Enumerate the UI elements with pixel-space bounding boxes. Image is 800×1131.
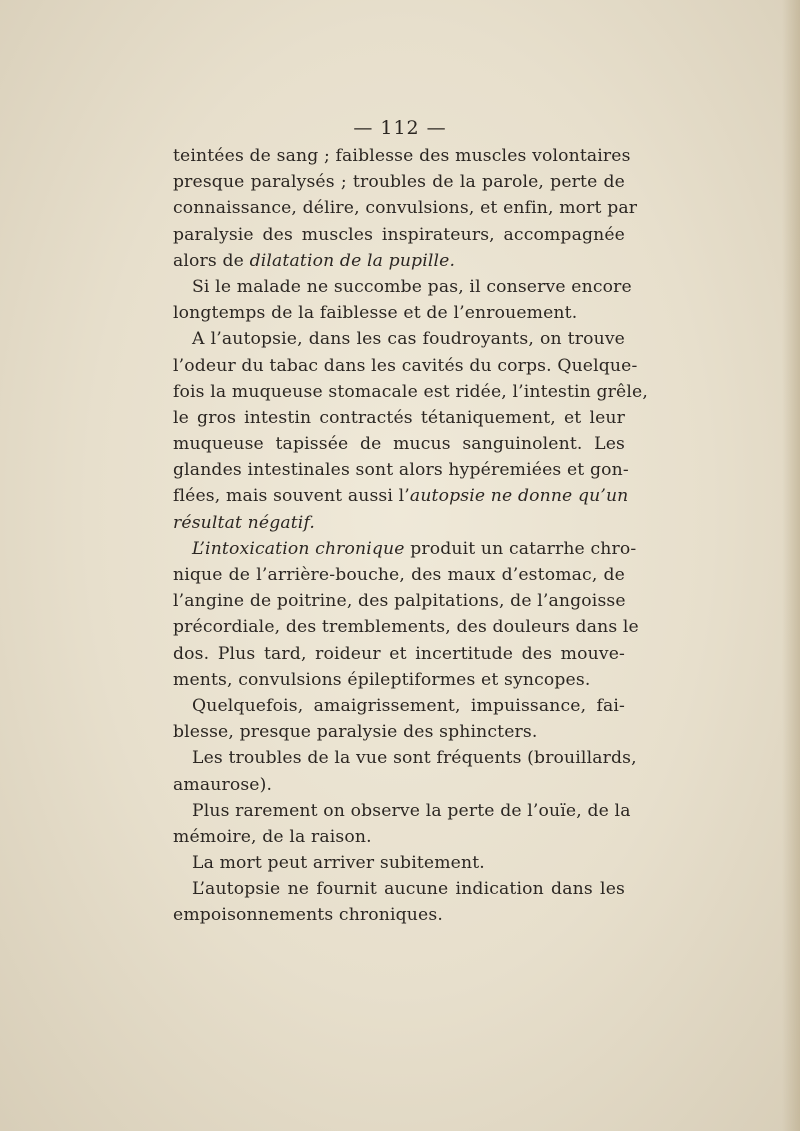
text-segment: précordiale, des tremblements, des douleurs dans le (173, 617, 639, 638)
text-segment: blesse, presque paralysie des sphincters. (173, 722, 538, 743)
text-segment: Si le malade ne succombe pas, il conserve encore (192, 276, 632, 297)
text-line (173, 195, 638, 221)
text-segment: empoisonnements chroniques. (173, 905, 443, 926)
text-segment: alors de (173, 250, 250, 271)
text-line (173, 824, 625, 850)
text-line (173, 248, 625, 274)
text-line (173, 222, 625, 248)
text-segment: muqueuse tapissée de mucus sanguinolent. Les (173, 434, 625, 455)
text-segment: paralysie des muscles inspirateurs, accompagnée (173, 224, 625, 245)
text-segment: l’angine de poitrine, des palpitations, de l’angoisse (173, 591, 626, 612)
text-segment: teintées de sang ; faiblesse des muscles volontaires (173, 146, 631, 166)
text-segment: Les troubles de la vue sont fréquents (brouillards, (192, 748, 637, 769)
text-segment: amaurose). (173, 774, 273, 795)
text-segment: La mort peut arriver subitement. (192, 853, 485, 874)
text-line (173, 169, 625, 195)
body-text (173, 143, 648, 929)
text-line (173, 431, 625, 457)
text-segment: le gros intestin contractés tétaniquement, et leur (173, 407, 625, 428)
text-segment: ments, convulsions épileptiformes et syncopes. (173, 669, 591, 690)
text-line (173, 562, 625, 588)
text-line (173, 379, 648, 405)
text-line (173, 667, 625, 693)
italic-text: autopsie ne donne qu’un (409, 486, 629, 507)
text-line (173, 719, 625, 745)
text-line (173, 798, 631, 824)
text-segment: glandes intestinales sont alors hypéremiées et gon- (173, 460, 629, 481)
text-segment: flées, mais souvent aussi l’ (173, 486, 410, 507)
text-line (173, 405, 625, 431)
text-line (173, 641, 625, 667)
text-segment: A l’autopsie, dans les cas foudroyants, on trouve (192, 329, 625, 350)
text-line (173, 745, 637, 771)
text-line (173, 850, 625, 876)
text-segment: nique de l’arrière-bouche, des maux d’estomac, de (173, 565, 625, 585)
text-segment: presque paralysés ; troubles de la parole, perte de (173, 172, 625, 193)
text-segment: dos. Plus tard, roideur et incertitude des mouve- (173, 643, 625, 664)
text-line (173, 536, 637, 562)
text-segment: produit un catarrhe chro- (404, 538, 637, 559)
text-segment: mémoire, de la raison. (173, 826, 372, 847)
text-segment: longtemps de la faiblesse et de l’enrouement. (173, 303, 578, 324)
text-segment: Plus rarement on observe la perte de l’ouïe, de la (192, 800, 631, 821)
text-line (173, 457, 629, 483)
text-segment: fois la muqueuse stomacale est ridée, l’intestin grêle, (173, 381, 648, 402)
text-line (173, 902, 625, 928)
page-edge-shadow (782, 0, 800, 1131)
text-line (173, 274, 632, 300)
text-segment: L’autopsie ne fournit aucune indication dans les (192, 879, 625, 900)
text-line (173, 876, 625, 902)
text-line (173, 510, 625, 536)
text-line (173, 326, 625, 352)
text-line (173, 300, 625, 326)
text-line (173, 772, 625, 798)
page-number: — 112 — (353, 117, 447, 139)
text-line (173, 693, 625, 719)
italic-text: dilatation de la pupille. (249, 250, 456, 271)
text-segment: Quelquefois, amaigrissement, impuissance, fai- (192, 695, 625, 716)
text-line (173, 483, 629, 509)
italic-text: L’intoxication chronique (192, 538, 405, 559)
text-line (173, 614, 639, 640)
italic-text: résultat négatif. (173, 512, 315, 533)
text-line (173, 588, 625, 614)
text-segment: connaissance, délire, convulsions, et enfin, mort par (173, 198, 638, 219)
text-segment: l’odeur du tabac dans les cavités du corps. Quelque- (173, 355, 638, 376)
text-line (173, 143, 631, 169)
text-line (173, 353, 638, 379)
